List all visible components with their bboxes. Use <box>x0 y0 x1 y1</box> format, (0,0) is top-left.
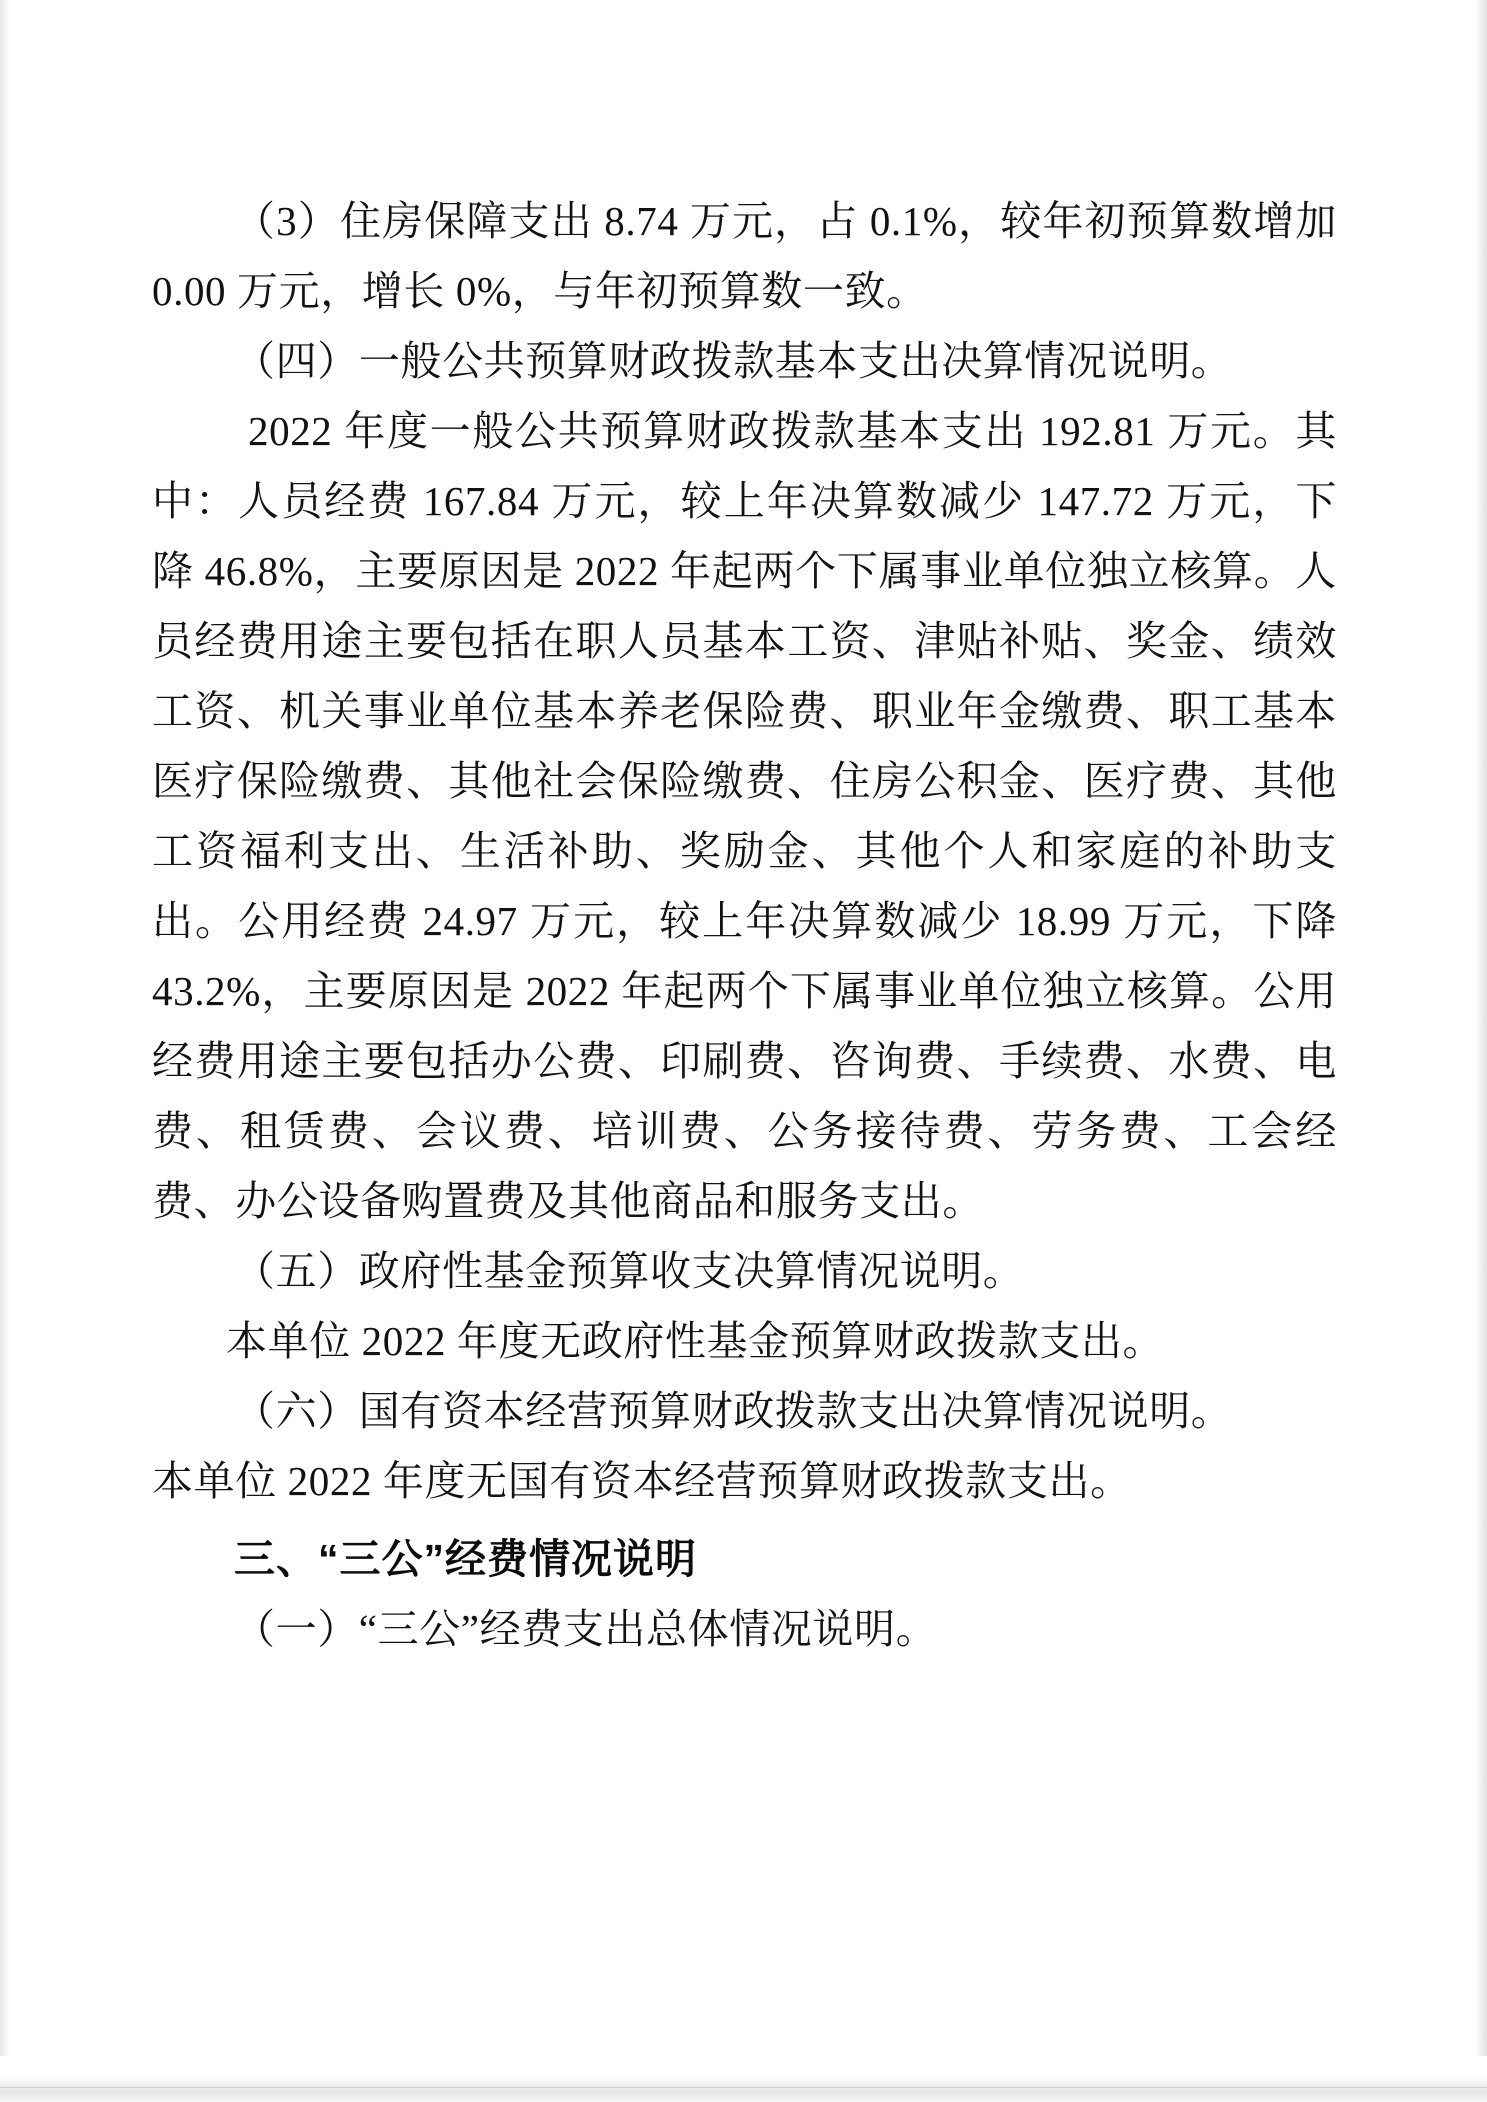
paragraph-basic-expenditure-detail: 2022 年度一般公共预算财政拨款基本支出 192.81 万元。其中：人员经费 167.84 万元，较上年决算数减少 147.72 万元，下降 46.8%，主要原因是 2022 年起两个下属事业单位独立核算。人员经费用途主要包括在职人员基本工资、津贴补贴、奖金、绩效工资、机关事业单位基本养老保险费、职业年金缴费、职工基本医疗保险缴费、其他社会保险缴费、住房公积金、医疗费、其他工资福利支出、生活补助、奖励金、其他个人和家庭的补助支出。公用经费 24.97 万元，较上年决算数减少 18.99 万元，下降 43.2%，主要原因是 2022 年起两个下属事业单位独立核算。公用经费用途主要包括办公费、印刷费、咨询费、手续费、水费、电费、租赁费、会议费、培训费、公务接待费、劳务费、工会经费、办公设备购置费及其他商品和服务支出。 <box>152 408 1337 1224</box>
document-body <box>152 186 1337 1664</box>
heading-three-public-expenses: 三、“三公”经费情况说明 <box>234 1536 697 1582</box>
paragraph-housing-security-expenditure: （3）住房保障支出 8.74 万元，占 0.1%，较年初预算数增加 0.00 万元，增长 0%，与年初预算数一致。 <box>152 198 1337 314</box>
spacer <box>152 1516 1337 1524</box>
paragraph-three-public-overall-heading: （一）“三公”经费支出总体情况说明。 <box>234 1606 938 1652</box>
paragraph-section-five-heading: （五）政府性基金预算收支决算情况说明。 <box>234 1248 1025 1294</box>
paragraph-section-six-detail: 本单位 2022 年度无国有资本经营预算财政拨款支出。 <box>152 1458 1132 1504</box>
page-edge-shadow-bottom <box>0 2056 1487 2102</box>
page-edge-shadow-right <box>1475 0 1487 2102</box>
paragraph-section-four-heading: （四）一般公共预算财政拨款基本支出决算情况说明。 <box>234 338 1233 384</box>
paragraph-section-six-heading: （六）国有资本经营预算财政拨款支出决算情况说明。 <box>234 1388 1233 1434</box>
paragraph-section-five-detail: 本单位 2022 年度无政府性基金预算财政拨款支出。 <box>226 1318 1165 1364</box>
page-edge-shadow-left <box>0 0 10 2102</box>
